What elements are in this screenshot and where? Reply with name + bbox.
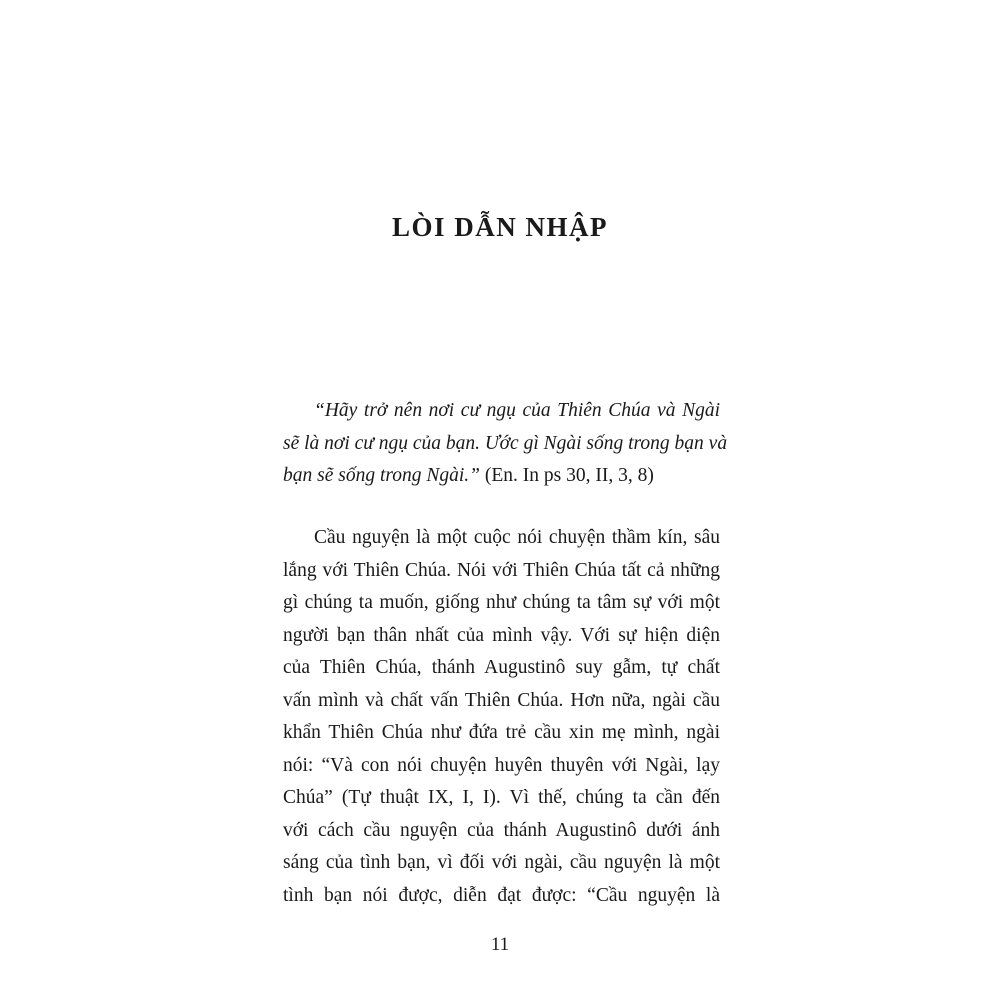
epigraph-citation: (En. In ps 30, II, 3, 8) — [484, 465, 654, 486]
epigraph-line: bạn sẽ sống trong Ngài.” — [283, 465, 481, 486]
paragraph-line: lắng với Thiên Chúa. Nói với Thiên Chúa tất cả những — [283, 559, 720, 581]
epigraph — [283, 395, 728, 493]
body-paragraph — [283, 522, 720, 912]
page-number: 11 — [490, 934, 510, 955]
paragraph-line: Cầu nguyện là một cuộc nói chuyện thầm kín, sâu — [314, 527, 720, 548]
page-title: LÒI DẪN NHẬP — [391, 212, 608, 242]
paragraph-line: sáng của tình bạn, vì đối với ngài, cầu nguyện là một — [283, 852, 720, 873]
paragraph-line: nói: “Và con nói chuyện huyên thuyên với Ngài, lạy — [283, 754, 720, 776]
paragraph-line: tình bạn nói được, diễn đạt được: “Cầu nguyện là — [283, 884, 720, 906]
paragraph-line: vấn mình và chất vấn Thiên Chúa. Hơn nữa, ngài cầu — [283, 689, 720, 711]
paragraph-line: gì chúng ta muốn, giống như chúng ta tâm sự với một — [283, 592, 720, 613]
paragraph-line: của Thiên Chúa, thánh Augustinô suy gẫm, tự chất — [283, 657, 720, 678]
paragraph-line: Chúa” (Tự thuật IX, I, I). Vì thế, chúng ta cần đến — [283, 787, 720, 808]
paragraph-line: người bạn thân nhất của mình vậy. Với sự hiện diện — [283, 624, 720, 646]
paragraph-line: khẩn Thiên Chúa như đứa trẻ cầu xin mẹ mình, ngài — [283, 722, 720, 743]
epigraph-line: sẽ là nơi cư ngụ của bạn. Ước gì Ngài sống trong bạn và — [283, 432, 728, 454]
epigraph-line: “Hãy trở nên nơi cư ngụ của Thiên Chúa và Ngài — [314, 400, 720, 421]
paragraph-line: với cách cầu nguyện của thánh Augustinô dưới ánh — [283, 819, 720, 841]
epigraph-last-line — [283, 460, 720, 493]
